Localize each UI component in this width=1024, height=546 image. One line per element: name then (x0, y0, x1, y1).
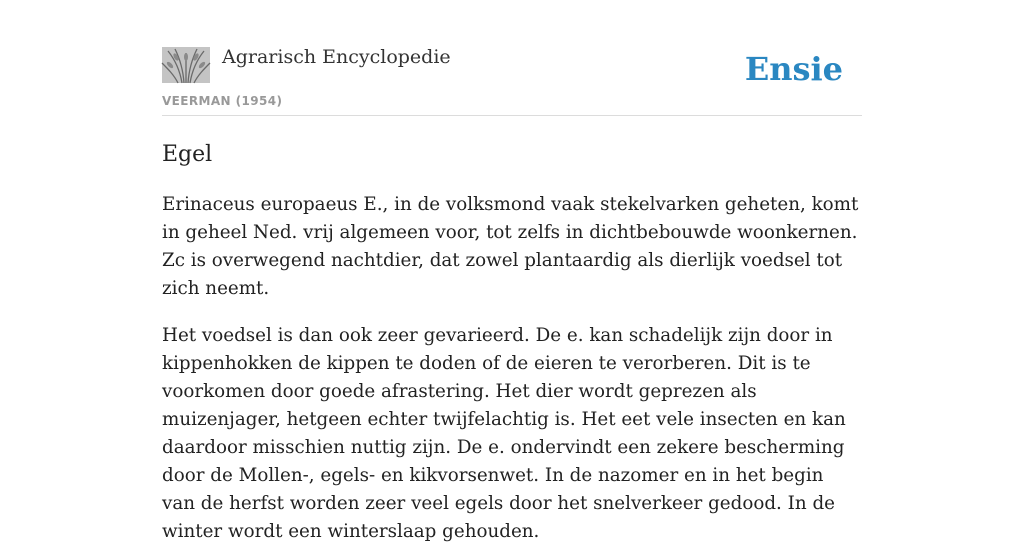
author-label: VEERMAN (1954) (162, 94, 283, 108)
encyclopedia-title[interactable]: Agrarisch Encyclopedie (222, 46, 451, 68)
content-container (162, 44, 862, 546)
wheat-ear-icon[interactable] (162, 47, 210, 83)
header (162, 44, 862, 116)
entry-title: Egel (162, 142, 213, 167)
entry-paragraph-2: Het voedsel is dan ook zeer gevarieerd. De e. kan schadelijk zijn door in kippenhokken de kippen te doden of de eieren te verorberen. Dit is te voorkomen door goede afrastering. Het dier wordt geprezen als muizenjager, hetgeen echter twijfelachtig is. Het eet vele insecten en kan daardoor misschien nuttig zijn. De e. ondervindt een zekere bescherming door de Mollen-, egels- en kikvorsenwet. In de nazomer en in het begin van de herfst worden zeer veel egels door het snelverkeer gedood. In de winter wordt een winterslaap gehouden. (162, 325, 846, 542)
brand-logo[interactable]: Ensie (744, 50, 843, 88)
entry-paragraph-1: Erinaceus europaeus E., in de volksmond vaak stekelvarken geheten, komt in geheel Ned. vrij algemeen voor, tot zelfs in dichtbebouwde woonkernen. Zc is overwegend nachtdier, dat zowel plantaardig als dierlijk voedsel tot zich neemt. (162, 194, 859, 299)
